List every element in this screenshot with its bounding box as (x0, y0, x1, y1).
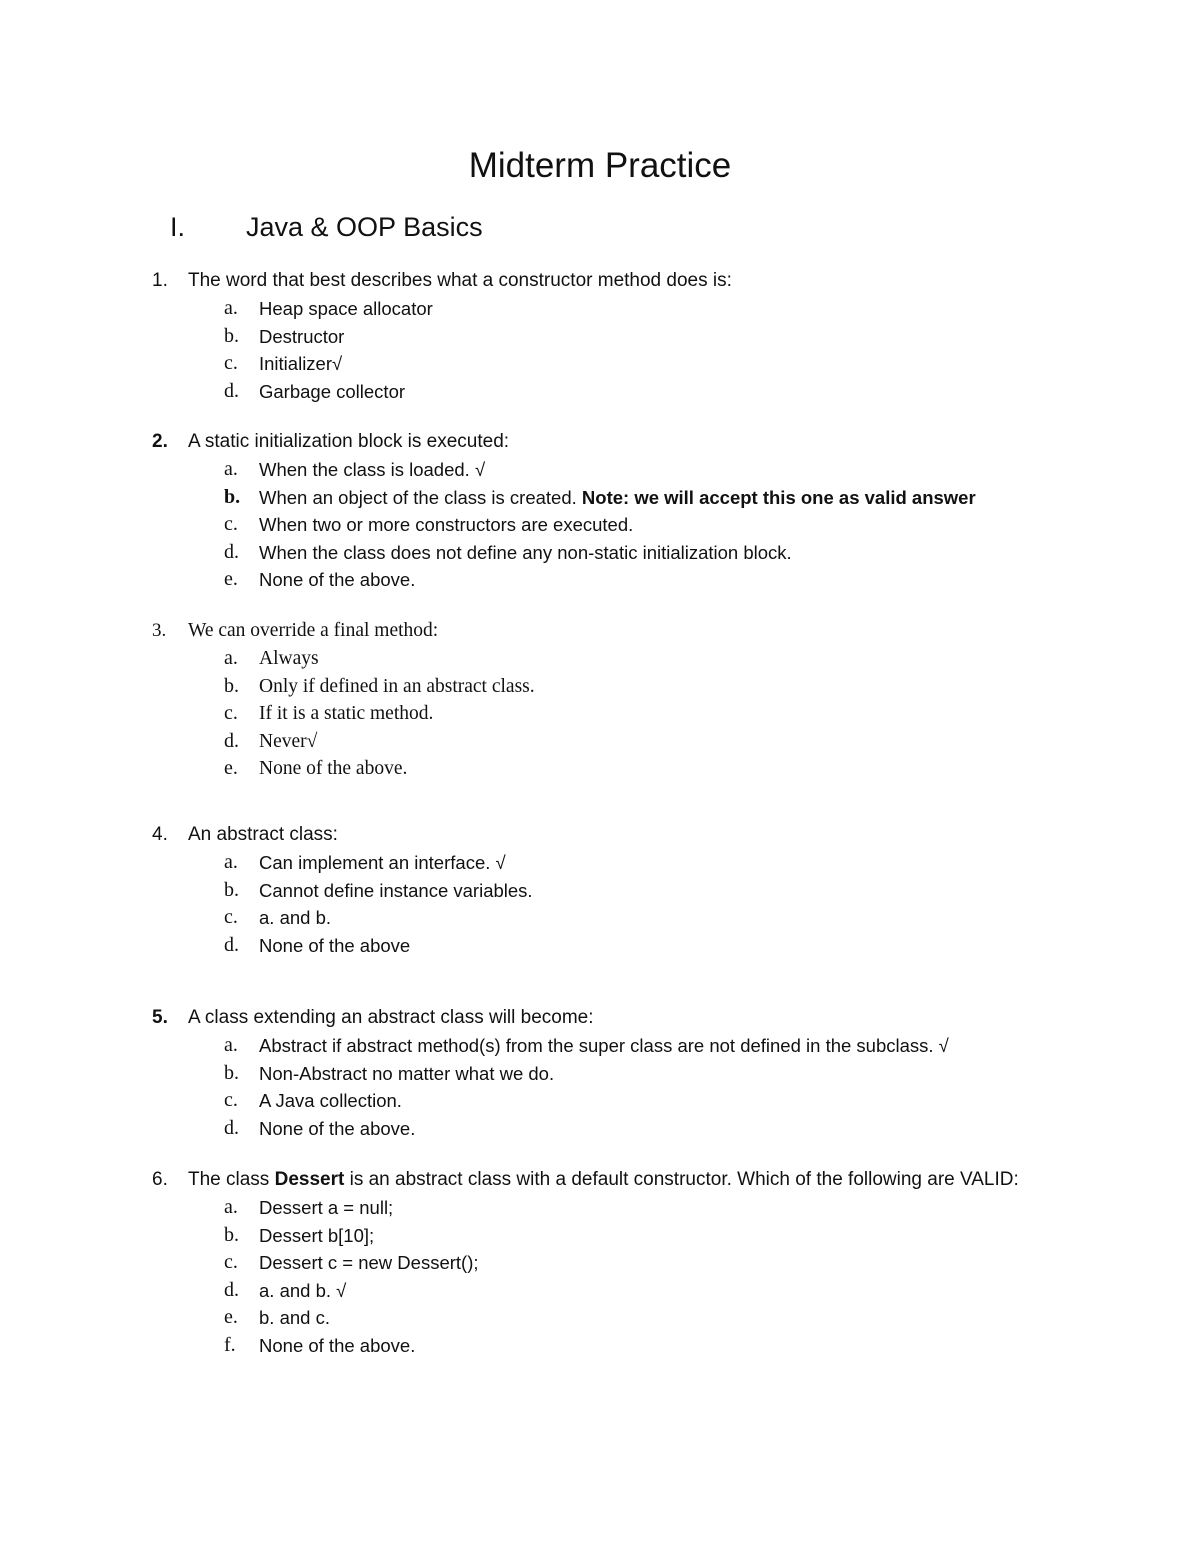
option: b. Non-Abstract no matter what we do. (224, 1061, 555, 1084)
question-number: 4. (152, 824, 168, 845)
question-text: A static initialization block is executed: (188, 431, 510, 452)
question-text: The word that best describes what a constructor method does is: (188, 270, 732, 291)
option: d. Garbage collector (224, 379, 406, 402)
option: a. When the class is loaded. √ (224, 458, 486, 480)
question-3 (152, 617, 1152, 783)
option: c. Dessert c = new Dessert(); (224, 1251, 479, 1273)
option: d. None of the above. (224, 1116, 416, 1139)
option: d. None of the above (224, 933, 411, 956)
section-number: I. (170, 212, 186, 242)
option: d. a. and b. √ (224, 1278, 347, 1301)
option: a. Can implement an interface. √ (224, 851, 506, 873)
question-5 (152, 1004, 1152, 1142)
question-number: 3. (152, 620, 167, 641)
page-title: Midterm Practice (468, 146, 732, 185)
option: c. a. and b. (224, 906, 332, 928)
option: e. None of the above. (224, 568, 416, 590)
question-text: We can override a final method: (188, 620, 439, 641)
option: d. Never√ (224, 729, 318, 752)
question-number: 6. (152, 1169, 168, 1190)
option: f. None of the above. (224, 1333, 416, 1356)
option: c. If it is a static method. (224, 702, 434, 724)
question-text: An abstract class: (188, 824, 338, 845)
option: b. Cannot define instance variables. (224, 878, 533, 901)
option: c. A Java collection. (224, 1089, 402, 1111)
option: e. None of the above. (224, 757, 408, 779)
option: a. Dessert a = null; (224, 1196, 394, 1218)
option: b. When an object of the class is created. Note: we will accept this one as valid answer (224, 485, 976, 508)
option: b. Only if defined in an abstract class. (224, 674, 535, 697)
question-number: 1. (152, 270, 168, 291)
question-text: The class Dessert is an abstract class with a default constructor. Which of the following are VALID: (188, 1169, 1019, 1190)
option: b. Destructor (224, 324, 345, 347)
question-6 (152, 1166, 1152, 1359)
option: c. Initializer√ (224, 352, 343, 374)
option: d. When the class does not define any non-static initialization block. (224, 540, 792, 563)
question-text: A class extending an abstract class will become: (188, 1007, 594, 1028)
option: a. Heap space allocator (224, 297, 433, 319)
option: b. Dessert b[10]; (224, 1223, 375, 1246)
question-number: 5. (152, 1007, 168, 1028)
question-2 (152, 428, 1152, 594)
option: a. Abstract if abstract method(s) from the super class are not defined in the subclass. √ (224, 1034, 949, 1056)
option: a. Always (224, 647, 319, 669)
question-1 (152, 267, 1152, 405)
option: e. b. and c. (224, 1306, 330, 1328)
section-title: Java & OOP Basics (246, 212, 483, 242)
question-4 (152, 821, 1152, 959)
answer-note: Note: we will accept this one as valid answer (576, 486, 976, 508)
question-number: 2. (152, 431, 168, 452)
option: c. When two or more constructors are executed. (224, 513, 634, 535)
